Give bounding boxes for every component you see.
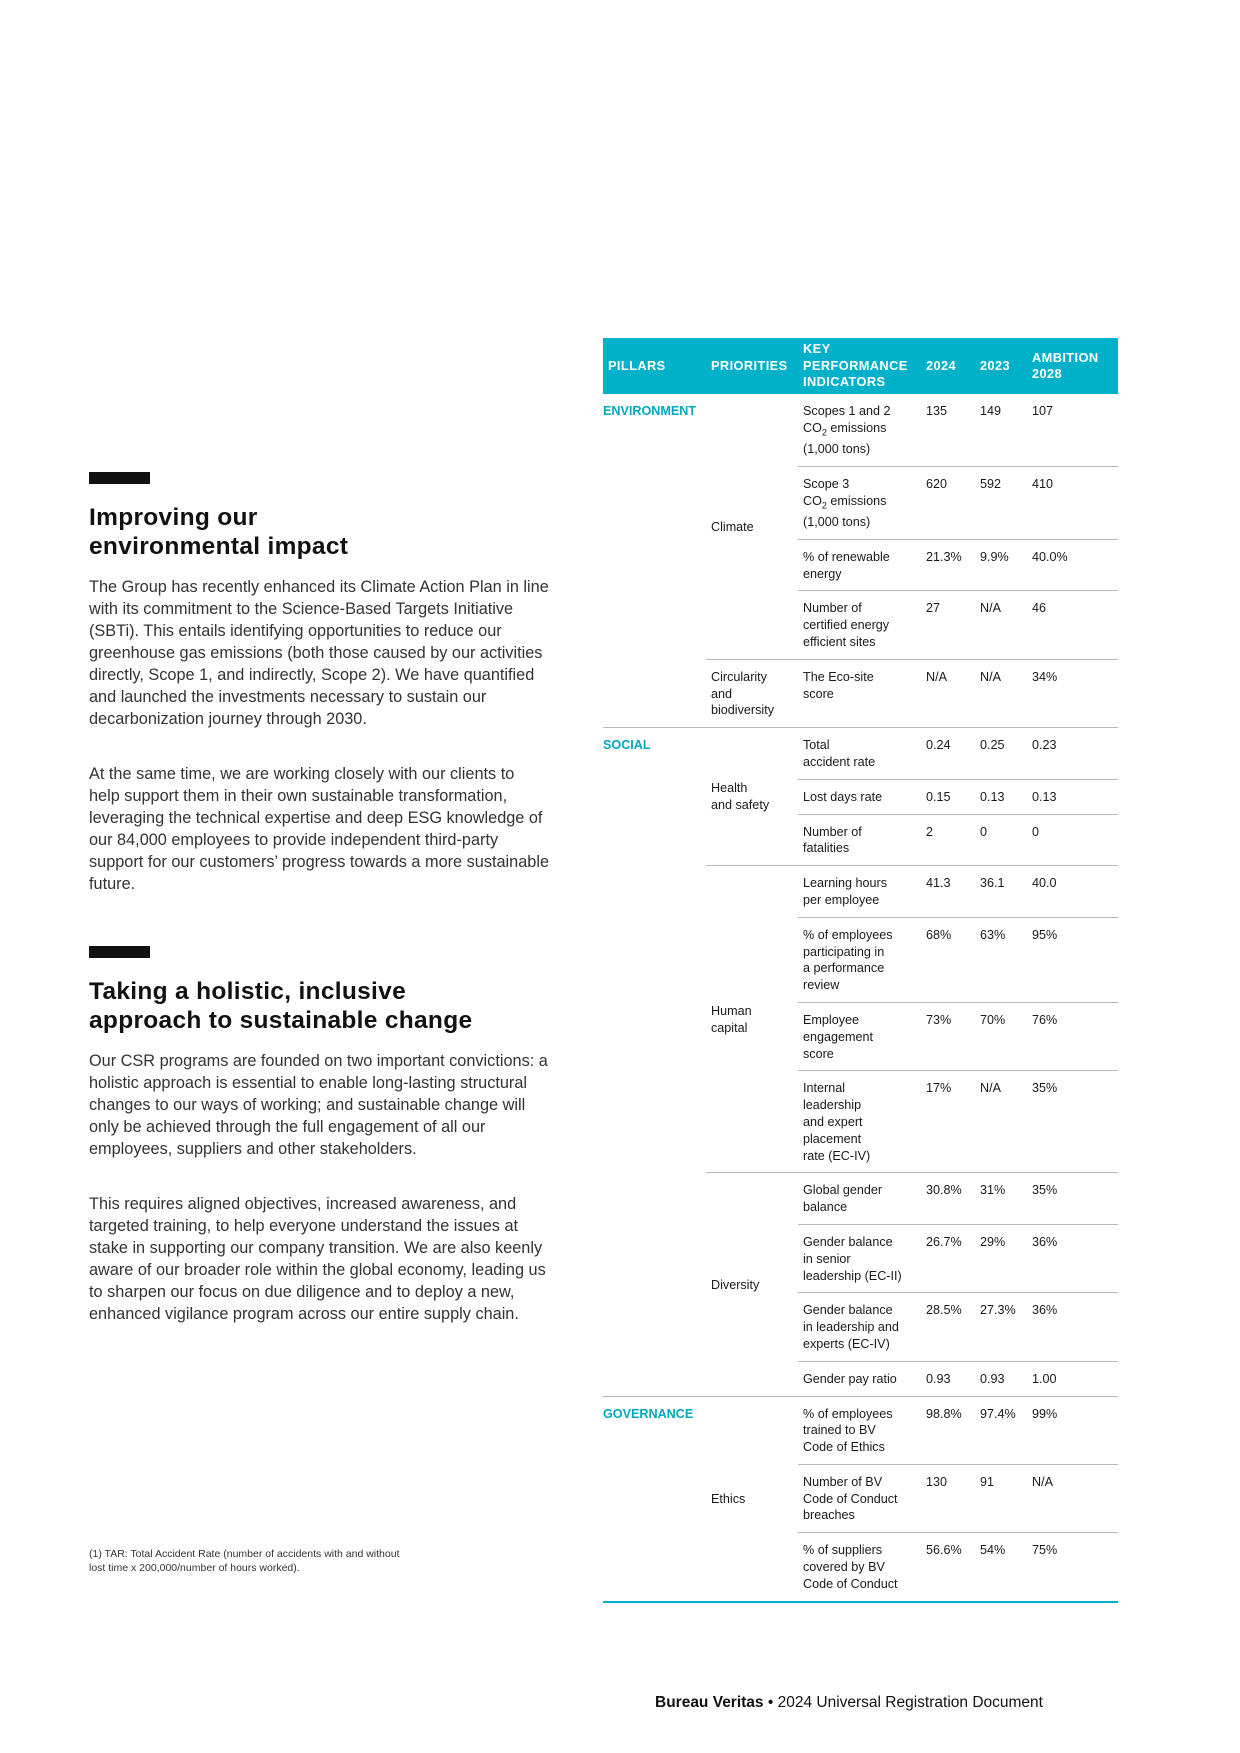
value-2023: 592 — [975, 466, 1027, 539]
value-ambition-2028: 75% — [1027, 1533, 1118, 1602]
value-2023: N/A — [975, 591, 1027, 659]
kpi-table — [603, 338, 1118, 1603]
value-2024: 27 — [921, 591, 975, 659]
value-2023: 54% — [975, 1533, 1027, 1602]
value-2023: 149 — [975, 394, 1027, 466]
page-footer — [655, 1694, 1043, 1712]
value-2024: 73% — [921, 1002, 975, 1070]
value-ambition-2028: 35% — [1027, 1173, 1118, 1225]
section-divider-bar — [89, 472, 150, 484]
section-divider-bar — [89, 946, 150, 958]
kpi-label: Scope 3 $CO_2$ emissions (1,000 tons) — [798, 466, 921, 539]
table-row — [603, 728, 1118, 780]
kpi-label: Internal leadership and expert placement rate (EC-IV) — [798, 1071, 921, 1173]
footer-brand: Bureau Veritas — [655, 1694, 764, 1711]
value-2023: 36.1 — [975, 866, 1027, 918]
section-title-holistic: Taking a holistic, inclusive approach to sustainable change — [89, 978, 473, 1034]
value-2024: 0.93 — [921, 1361, 975, 1396]
paragraph: The Group has recently enhanced its Climate Action Plan in line with its commitment to the Science-Based Targets Initiative (SBTi). This entails identifying opportunities to reduce our greenhouse gas emissions (both those caused by our activities directly, Scope 1, and indirectly, Scope 2). We have quantified and launched the investments necessary to sustain our decarbonization journey through 2030. — [89, 578, 549, 728]
value-2023: 9.9% — [975, 539, 1027, 591]
value-ambition-2028: 0 — [1027, 814, 1118, 866]
paragraph: This requires aligned objectives, increased awareness, and targeted training, to help everyone understand the issues at stake in supporting our company transition. We are also keenly aware of our broader role within the global economy, leading us to sharpen our focus on due diligence and to deploy a new, enhanced vigilance program across our entire supply chain. — [89, 1195, 546, 1323]
paragraph: At the same time, we are working closely with our clients to help support them in their own sustainable transformation, leveraging the technical expertise and deep ESG knowledge of our 84,000 employees to provide independent third-party support for our customers’ progress towards a more sustainable future. — [89, 765, 550, 893]
paragraph: Our CSR programs are founded on two important convictions: a holistic approach is essential to enable long-lasting structural changes to our ways of working; and sustainable change will only be achieved through the full engagement of all our employees, suppliers and other stakeholders. — [89, 1052, 548, 1158]
value-2024: 28.5% — [921, 1293, 975, 1361]
value-2023: 70% — [975, 1002, 1027, 1070]
value-ambition-2028: 36% — [1027, 1293, 1118, 1361]
kpi-label: Number of BV Code of Conduct breaches — [798, 1464, 921, 1532]
value-2024: 0.24 — [921, 728, 975, 780]
value-ambition-2028: 40.0% — [1027, 539, 1118, 591]
value-ambition-2028: 0.13 — [1027, 779, 1118, 814]
kpi-label: The Eco-site score — [798, 659, 921, 727]
table-row — [603, 1396, 1118, 1464]
priority-health-safety: Health and safety — [706, 728, 798, 866]
kpi-label: Lost days rate — [798, 779, 921, 814]
value-ambition-2028: 46 — [1027, 591, 1118, 659]
pillar-social: SOCIAL — [603, 728, 706, 1396]
kpi-label: % of employees participating in a performance review — [798, 917, 921, 1002]
value-2023: 97.4% — [975, 1396, 1027, 1464]
value-2023: 0 — [975, 814, 1027, 866]
value-ambition-2028: N/A — [1027, 1464, 1118, 1532]
value-2024: 41.3 — [921, 866, 975, 918]
table-row — [603, 394, 1118, 466]
kpi-label: Number of certified energy efficient sites — [798, 591, 921, 659]
header-2024: 2024 — [921, 338, 975, 394]
kpi-label: % of suppliers covered by BV Code of Conduct — [798, 1533, 921, 1602]
value-2023: 27.3% — [975, 1293, 1027, 1361]
table-header-row — [603, 338, 1118, 394]
value-ambition-2028: 36% — [1027, 1224, 1118, 1292]
value-2023: N/A — [975, 1071, 1027, 1173]
pillar-environment: ENVIRONMENT — [603, 404, 697, 418]
kpi-label: % of renewable energy — [798, 539, 921, 591]
kpi-label: Global gender balance — [798, 1173, 921, 1225]
value-ambition-2028: 410 — [1027, 466, 1118, 539]
priority-human-capital: Human capital — [706, 866, 798, 1173]
value-ambition-2028: 107 — [1027, 394, 1118, 466]
value-2024: 68% — [921, 917, 975, 1002]
value-ambition-2028: 34% — [1027, 659, 1118, 727]
kpi-label: % of employees trained to BV Code of Ethics — [798, 1396, 921, 1464]
section-title-environmental: Improving our environmental impact — [89, 504, 349, 560]
header-kpi: KEY PERFORMANCE INDICATORS — [798, 338, 921, 394]
value-2024: 135 — [921, 394, 975, 466]
value-2023: 0.13 — [975, 779, 1027, 814]
footer-separator: • — [763, 1694, 778, 1711]
kpi-label: Number of fatalities — [798, 814, 921, 866]
priority-diversity: Diversity — [711, 1277, 760, 1292]
value-2024: 21.3% — [921, 539, 975, 591]
priority-climate: Climate — [706, 394, 798, 659]
value-2023: 0.25 — [975, 728, 1027, 780]
footer-document-title: 2024 Universal Registration Document — [777, 1694, 1043, 1711]
value-ambition-2028: 95% — [1027, 917, 1118, 1002]
value-2024: 56.6% — [921, 1533, 975, 1602]
header-pillars: PILLARS — [603, 338, 706, 394]
value-2024: 0.15 — [921, 779, 975, 814]
value-2023: 31% — [975, 1173, 1027, 1225]
value-2024: 98.8% — [921, 1396, 975, 1464]
kpi-label: Learning hours per employee — [798, 866, 921, 918]
value-2023: 0.93 — [975, 1361, 1027, 1396]
value-2023: 91 — [975, 1464, 1027, 1532]
value-2024: 620 — [921, 466, 975, 539]
header-ambition: AMBITION 2028 — [1027, 338, 1118, 394]
value-2023: 29% — [975, 1224, 1027, 1292]
value-2024: 30.8% — [921, 1173, 975, 1225]
value-ambition-2028: 76% — [1027, 1002, 1118, 1070]
footnote: (1) TAR: Total Accident Rate (number of accidents with and without lost time x 200,000/number of hours worked). — [89, 1548, 400, 1574]
value-2024: 130 — [921, 1464, 975, 1532]
header-priorities: PRIORITIES — [706, 338, 798, 394]
priority-circularity: Circularity and biodiversity — [706, 659, 798, 727]
value-ambition-2028: 1.00 — [1027, 1361, 1118, 1396]
priority-ethics: Ethics — [706, 1396, 798, 1602]
value-ambition-2028: 40.0 — [1027, 866, 1118, 918]
value-2024: 2 — [921, 814, 975, 866]
kpi-label: Gender balance in senior leadership (EC-II) — [798, 1224, 921, 1292]
value-ambition-2028: 99% — [1027, 1396, 1118, 1464]
kpi-label: Gender pay ratio — [798, 1361, 921, 1396]
value-2024: N/A — [921, 659, 975, 727]
pillar-governance: GOVERNANCE — [603, 1396, 706, 1602]
header-2023: 2023 — [975, 338, 1027, 394]
value-ambition-2028: 0.23 — [1027, 728, 1118, 780]
value-2024: 17% — [921, 1071, 975, 1173]
kpi-label: Scopes 1 and 2 $CO_2$ emissions (1,000 tons) — [798, 394, 921, 466]
kpi-label: Gender balance in leadership and experts (EC-IV) — [798, 1293, 921, 1361]
value-2024: 26.7% — [921, 1224, 975, 1292]
kpi-label: Total accident rate — [798, 728, 921, 780]
value-2023: N/A — [975, 659, 1027, 727]
value-2023: 63% — [975, 917, 1027, 1002]
value-ambition-2028: 35% — [1027, 1071, 1118, 1173]
kpi-label: Employee engagement score — [798, 1002, 921, 1070]
